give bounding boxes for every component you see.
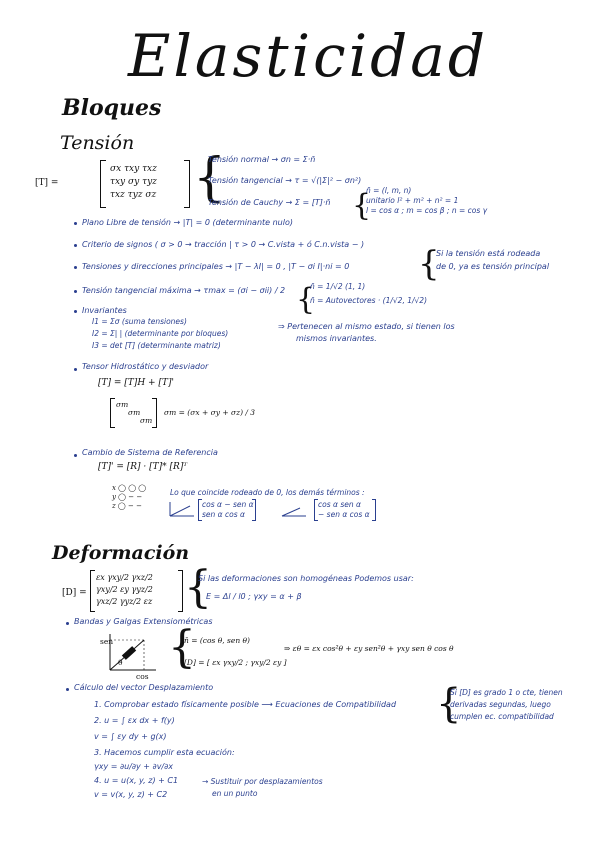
step-item: 4. u = u(x, y, z) + C1 bbox=[94, 776, 179, 785]
bullet-plano-libre: Plano Libre de tensión → |T| = 0 (determinante nulo) bbox=[82, 218, 293, 227]
page-title: Elasticidad bbox=[128, 22, 488, 90]
bullet-marker bbox=[74, 222, 77, 225]
step-item: γxy = ∂u/∂y + ∂v/∂x bbox=[94, 762, 173, 771]
bullet-marker bbox=[74, 290, 77, 293]
step4-note: → Sustituir por desplazamientos bbox=[202, 777, 323, 786]
cambio-heading: Cambio de Sistema de Referencia bbox=[82, 448, 218, 457]
grid-row: z ◯ − − bbox=[112, 502, 142, 510]
invariant-item: I3 = det [T] (determinante matriz) bbox=[92, 341, 221, 350]
brace: { bbox=[436, 681, 462, 727]
hydro-matrix-entry: σm bbox=[140, 416, 153, 425]
diagram-label-cos: cos bbox=[136, 672, 149, 681]
bullet-marker bbox=[74, 454, 77, 457]
deformation-note: Si las deformaciones son homogéneas Podemos usar: bbox=[198, 574, 414, 583]
hydro-matrix-entry: σm bbox=[128, 408, 141, 417]
rotation-matrix-a-row: sen α cos α bbox=[202, 510, 245, 519]
bullet-tensiones-principales: Tensiones y direcciones principales → |T − λI| = 0 , |T − σi I|·ni = 0 bbox=[82, 262, 350, 271]
step4-note: en un punto bbox=[212, 789, 258, 798]
bullet-marker bbox=[74, 368, 77, 371]
galgas-vector: n̄ = (cos θ, sen θ) bbox=[184, 636, 250, 645]
compat-note: Si [D] es grado 1 o cte, tienen bbox=[450, 688, 563, 697]
matrix-row: τxy σy τyz bbox=[110, 177, 157, 187]
section-heading-deformacion: Deformación bbox=[52, 542, 190, 564]
rotation-axes-icon bbox=[168, 500, 196, 518]
hydro-equation: [T] = [T]H + [T]' bbox=[98, 378, 174, 388]
rotation-matrix-a-row: cos α − sen α bbox=[202, 500, 254, 509]
compat-note: derivadas segundas, luego bbox=[450, 700, 551, 709]
reference-grid bbox=[112, 484, 146, 511]
brace: { bbox=[296, 282, 316, 317]
matrix-bracket-right bbox=[184, 160, 190, 208]
cambio-note: Lo que coincide rodeado de 0, los demás términos : bbox=[170, 488, 365, 497]
diagram-label-theta: θ bbox=[118, 658, 123, 667]
compat-note: cumplen ec. compatibilidad bbox=[450, 712, 554, 721]
section-heading-bloques: Bloques bbox=[62, 95, 162, 121]
galgas-result: ⇒ εθ = εx cos²θ + εy sen²θ + γxy sen θ cos θ bbox=[284, 644, 454, 653]
matrix-bracket-left bbox=[100, 160, 106, 208]
diagram-label-sen: sen bbox=[100, 637, 114, 646]
invariant-item: I1 = Σσ (suma tensiones) bbox=[92, 317, 187, 326]
normal-vector-unit: unitario l² + m² + n² = 1 bbox=[366, 196, 459, 205]
brace: { bbox=[193, 148, 227, 208]
normal-vector-angles: l = cos α ; m = cos β ; n = cos γ bbox=[366, 206, 488, 215]
invariants-note: ⇒ Pertenecen al mismo estado, si tienen los bbox=[278, 322, 455, 331]
matrix-row: γxy/2 εy γyz/2 bbox=[96, 585, 153, 594]
def-tension-normal: Tensión normal → σn = Σ·n̄ bbox=[208, 155, 316, 164]
principal-note: Si la tensión está rodeada bbox=[436, 249, 541, 258]
normal-vector-def: n̄ = (l, m, n) bbox=[366, 186, 412, 195]
matrix-row: γxz/2 γyz/2 εz bbox=[96, 597, 153, 606]
matrix-bracket-left bbox=[90, 570, 95, 612]
hydro-heading: Tensor Hidrostático y desviador bbox=[82, 362, 209, 371]
invariant-item: I2 = Σ| | (determinante por bloques) bbox=[92, 329, 229, 338]
matrix-bracket-right bbox=[252, 499, 256, 521]
grid-row: x ◯ ◯ ◯ bbox=[112, 484, 147, 492]
rotation-matrix-b-row: cos α sen α bbox=[318, 500, 361, 509]
matrix-row: εx γxy/2 γxz/2 bbox=[96, 573, 153, 582]
step-item: v = ∫ εy dy + g(x) bbox=[94, 732, 167, 741]
tau-max-note: n̄ = Autovectores · (1/√2, 1/√2) bbox=[310, 296, 428, 305]
rotation-axes-icon bbox=[280, 500, 308, 518]
brace: { bbox=[352, 188, 372, 223]
grid-row: y ◯ − − bbox=[112, 493, 143, 501]
step-item: 3. Hacemos cumplir esta ecuación: bbox=[94, 748, 235, 757]
invariants-heading: Invariantes bbox=[82, 306, 127, 315]
brace: { bbox=[168, 622, 196, 673]
principal-note: de 0, ya es tensión principal bbox=[436, 262, 550, 271]
matrix-row: τxz τyz σz bbox=[110, 190, 157, 200]
cambio-equation: [T]' = [R] · [T]* [R]ᵀ bbox=[98, 462, 188, 472]
hydro-mean: σm = (σx + σy + σz) / 3 bbox=[164, 408, 256, 417]
bullet-tau-max: Tensión tangencial máxima → τmax = (σi − σii) / 2 bbox=[82, 286, 286, 295]
bullet-marker bbox=[66, 688, 69, 691]
invariants-note: mismos invariantes. bbox=[296, 334, 377, 343]
bullet-marker bbox=[74, 266, 77, 269]
bullet-marker bbox=[66, 622, 69, 625]
bullet-criterio-signos: Criterio de signos ( σ > 0 → tracción | τ > 0 → C.vista + ó C.n.vista − ) bbox=[82, 240, 365, 249]
matrix-bracket-right bbox=[178, 570, 183, 612]
hydro-matrix-entry: σm bbox=[116, 400, 129, 409]
matrix-bracket-right bbox=[152, 398, 157, 428]
rotation-matrix-b-row: − sen α cos α bbox=[318, 510, 370, 519]
galgas-heading: Bandas y Galgas Extensiométricas bbox=[74, 617, 213, 626]
matrix-row: σx τxy τxz bbox=[110, 164, 157, 174]
bullet-marker bbox=[74, 244, 77, 247]
strain-matrix bbox=[96, 572, 153, 608]
stress-matrix bbox=[110, 163, 157, 202]
def-tension-tangencial: Tensión tangencial → τ = √(|Σ|² − σn²) bbox=[208, 176, 362, 185]
matrix-bracket-right bbox=[372, 499, 376, 521]
galgas-matrix: [D] = [ εx γxy/2 ; γxy/2 εy ] bbox=[184, 658, 287, 667]
brace: { bbox=[184, 562, 212, 613]
def-tension-cauchy: Tensión de Cauchy → Σ = [T]·n̄ bbox=[208, 198, 331, 207]
deformation-formula: E = Δl / l0 ; γxy = α + β bbox=[206, 592, 302, 601]
matrix-label-t: [T] = bbox=[35, 178, 59, 188]
tau-max-note: n̄ = 1/√2 (1, 1) bbox=[310, 282, 366, 291]
step-item: v = v(x, y, z) + C2 bbox=[94, 790, 168, 799]
brace: { bbox=[418, 244, 440, 284]
step-item: 1. Comprobar estado físicamente posible ⟶ Ecuaciones de Compatibilidad bbox=[94, 700, 397, 709]
matrix-bracket-left bbox=[110, 398, 115, 428]
matrix-label-d: [D] = bbox=[62, 588, 87, 598]
step-item: 2. u = ∫ εx dx + f(y) bbox=[94, 716, 175, 725]
desplaz-heading: Cálculo del vector Desplazamiento bbox=[74, 683, 214, 692]
subsection-heading-tension: Tensión bbox=[60, 132, 135, 154]
bullet-marker bbox=[74, 310, 77, 313]
